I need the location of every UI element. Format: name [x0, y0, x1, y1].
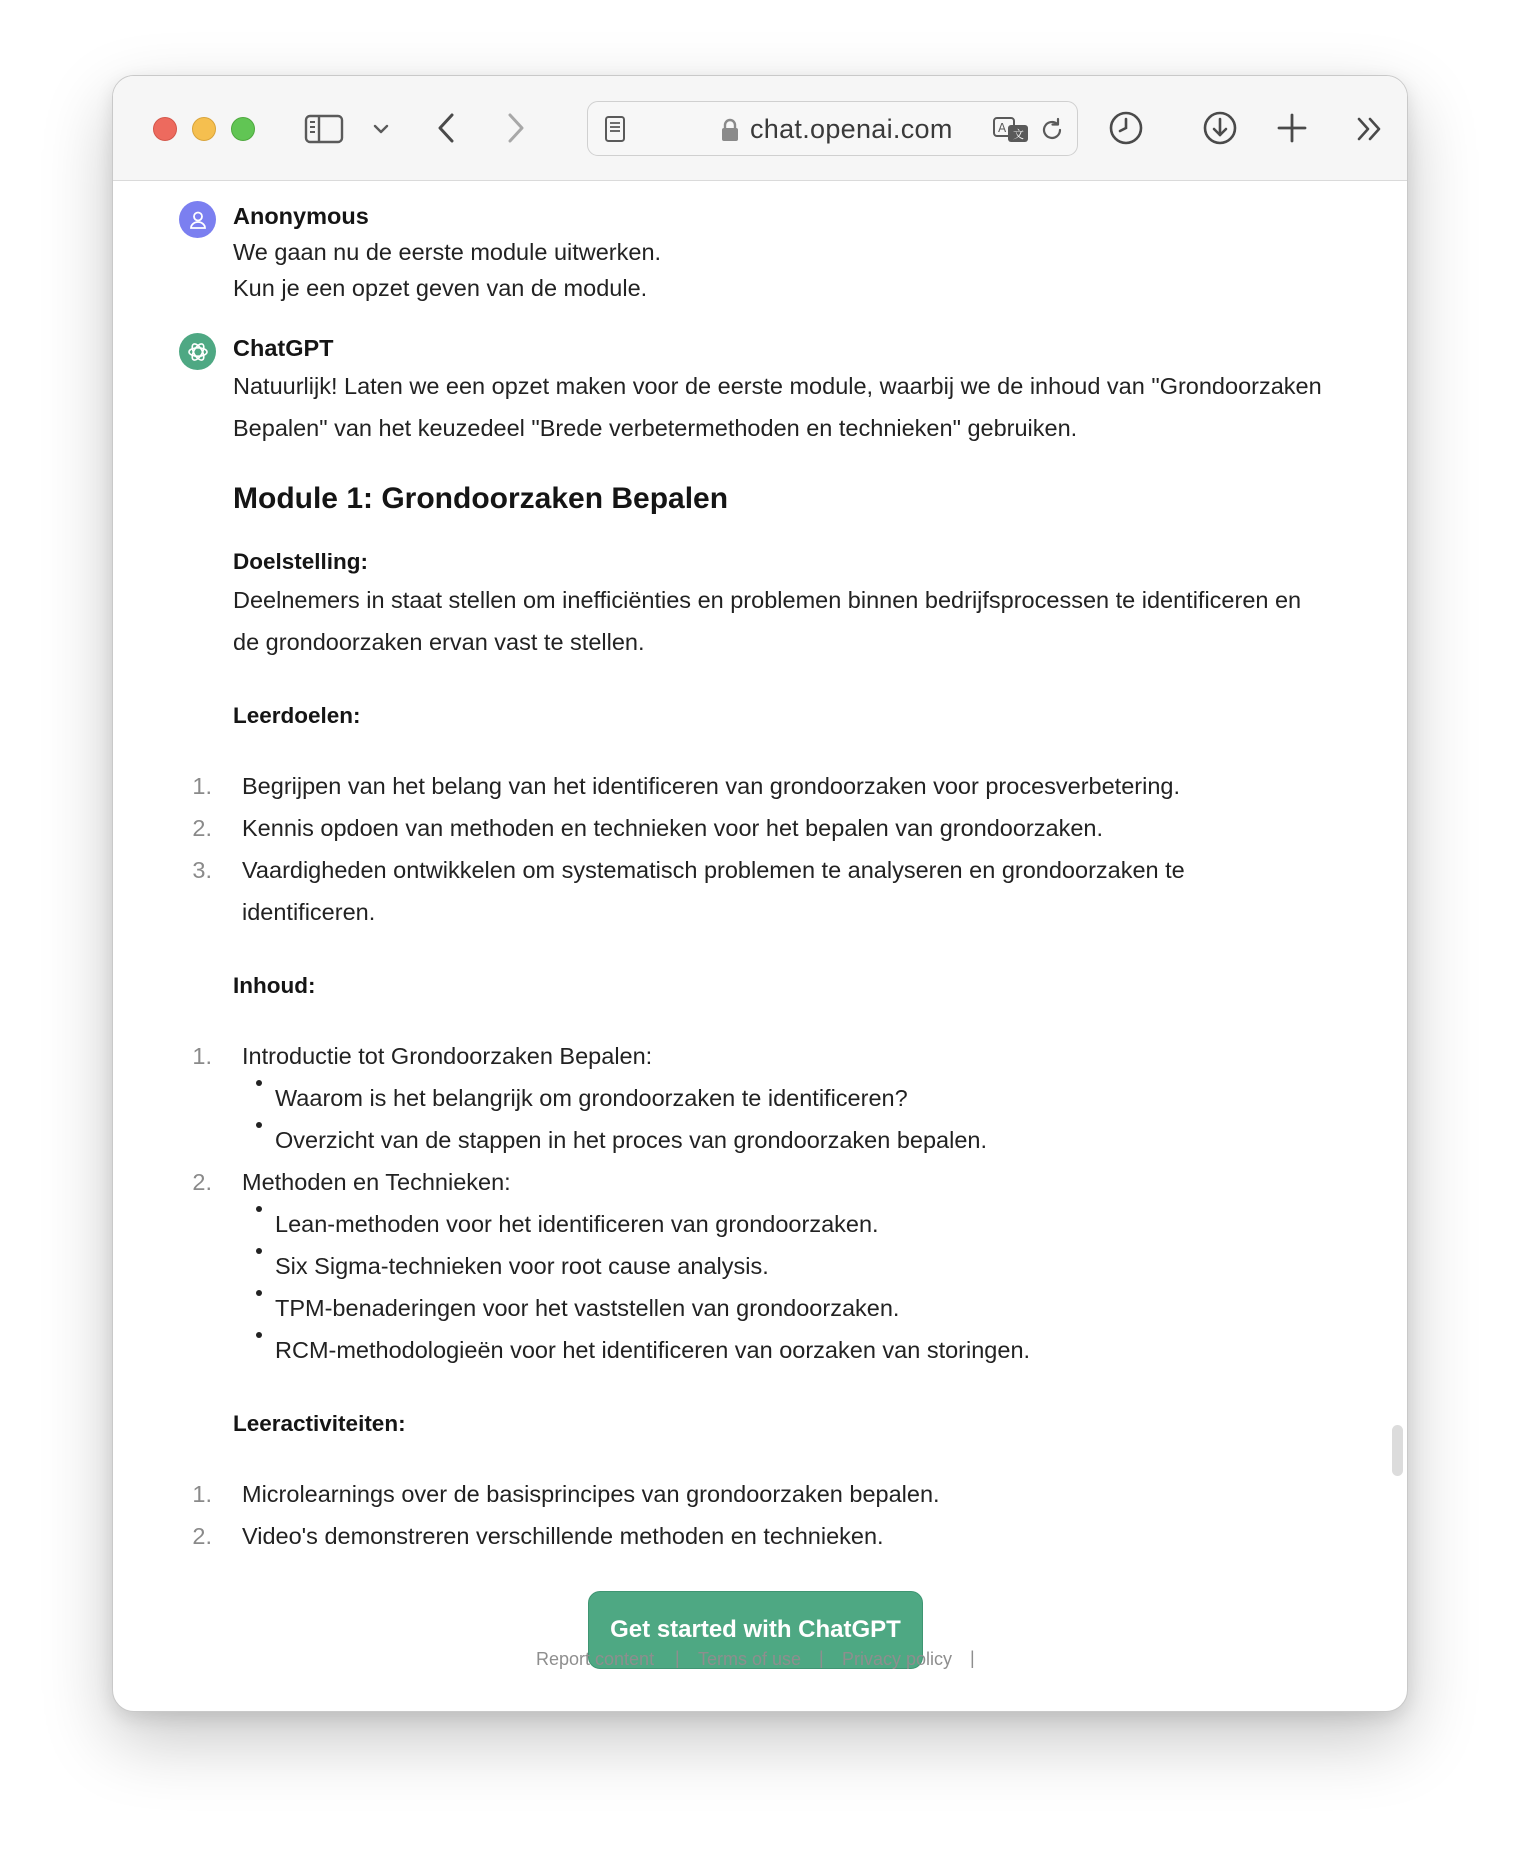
page-content	[113, 182, 1407, 1712]
list-number: 3.	[192, 857, 212, 883]
inhoud-subitem: Lean-methoden voor het identificeren van grondoorzaken.	[275, 1211, 879, 1237]
leeractiviteiten-heading: Leeractiviteiten:	[233, 1411, 406, 1436]
list-number: 1.	[192, 773, 212, 799]
leeractiviteit-item: Microlearnings over de basisprincipes van grondoorzaken bepalen.	[242, 1481, 940, 1507]
reader-view-icon[interactable]	[602, 114, 628, 144]
bullet-dot	[256, 1206, 262, 1212]
privacy-policy-link[interactable]: Privacy policy	[842, 1649, 953, 1669]
list-number: 1.	[192, 1043, 212, 1069]
scrollbar-thumb[interactable]	[1392, 1425, 1403, 1476]
module-title: Module 1: Grondoorzaken Bepalen	[233, 482, 729, 515]
inhoud-subitem: Six Sigma-technieken voor root cause analysis.	[275, 1253, 769, 1279]
user-message-line: We gaan nu de eerste module uitwerken.	[233, 239, 662, 265]
bullet-dot	[256, 1290, 262, 1296]
browser-toolbar	[113, 76, 1407, 181]
inhoud-subitem: TPM-benaderingen voor het vaststellen van grondoorzaken.	[275, 1295, 900, 1321]
history-clock-icon[interactable]	[1106, 108, 1146, 148]
inhoud-subitem: RCM-methodologieën voor het identificeren van oorzaken van storingen.	[275, 1337, 1031, 1363]
list-number: 1.	[192, 1481, 212, 1507]
footer-separator: |	[675, 1648, 680, 1668]
user-avatar	[179, 201, 216, 238]
zoom-window-button[interactable]	[231, 117, 255, 141]
bullet-dot	[256, 1332, 262, 1338]
new-tab-plus-icon[interactable]	[1274, 110, 1310, 146]
openai-logo-icon	[185, 339, 211, 365]
translate-icon[interactable]	[992, 114, 1032, 146]
inhoud-item: Introductie tot Grondoorzaken Bepalen:	[242, 1043, 653, 1069]
inhoud-subitem: Overzicht van de stappen in het proces van grondoorzaken bepalen.	[275, 1127, 987, 1153]
chatgpt-avatar	[179, 333, 216, 370]
assistant-name: ChatGPT	[233, 335, 334, 361]
list-number: 2.	[192, 815, 212, 841]
chevron-down-icon[interactable]	[371, 119, 391, 139]
minimize-window-button[interactable]	[192, 117, 216, 141]
lock-icon	[719, 117, 741, 143]
leerdoel-item: Kennis opdoen van methoden en technieken voor het bepalen van grondoorzaken.	[242, 815, 1103, 841]
assistant-intro-line: Natuurlijk! Laten we een opzet maken voor de eerste module, waarbij we de inhoud van "Grondoorzaken	[233, 373, 1322, 399]
more-tabs-chevron-icon[interactable]	[1352, 114, 1388, 144]
footer-separator: |	[970, 1648, 975, 1668]
leerdoel-item: Begrijpen van het belang van het identificeren van grondoorzaken voor procesverbetering.	[242, 773, 1180, 799]
svg-text:文: 文	[1013, 128, 1024, 141]
address-bar[interactable]	[587, 101, 1078, 156]
close-window-button[interactable]	[153, 117, 177, 141]
list-number: 2.	[192, 1169, 212, 1195]
bullet-dot	[256, 1248, 262, 1254]
user-icon	[188, 210, 208, 230]
inhoud-heading: Inhoud:	[233, 973, 316, 998]
reload-icon[interactable]	[1037, 115, 1067, 145]
sidebar-toggle-icon[interactable]	[304, 112, 344, 146]
bullet-dot	[256, 1122, 262, 1128]
assistant-intro-line: Bepalen" van het keuzedeel "Brede verbetermethoden en technieken" gebruiken.	[233, 415, 1078, 441]
terms-of-use-link[interactable]: Terms of use	[698, 1649, 802, 1669]
footer-separator: |	[819, 1648, 824, 1668]
browser-window	[112, 75, 1408, 1712]
leerdoel-item: Vaardigheden ontwikkelen om systematisch problemen te analyseren en grondoorzaken te	[242, 857, 1185, 883]
inhoud-subitem: Waarom is het belangrijk om grondoorzaken te identificeren?	[275, 1085, 908, 1111]
svg-text:A: A	[998, 121, 1007, 135]
leerdoelen-heading: Leerdoelen:	[233, 703, 361, 728]
leerdoel-item-continued: identificeren.	[242, 899, 376, 925]
download-icon[interactable]	[1200, 108, 1240, 148]
report-content-link[interactable]: Report content	[536, 1649, 655, 1669]
url-text: chat.openai.com	[750, 114, 953, 144]
doelstelling-line: Deelnemers in staat stellen om inefficiënties en problemen binnen bedrijfsprocessen te identificeren en	[233, 587, 1302, 613]
user-name: Anonymous	[233, 203, 369, 229]
get-started-button[interactable]: Get started with ChatGPT	[588, 1591, 923, 1669]
list-number: 2.	[192, 1523, 212, 1549]
forward-arrow-icon[interactable]	[503, 110, 529, 146]
doelstelling-line: de grondoorzaken ervan vast te stellen.	[233, 629, 645, 655]
leeractiviteit-item: Video's demonstreren verschillende methoden en technieken.	[242, 1523, 884, 1549]
doelstelling-heading: Doelstelling:	[233, 549, 369, 574]
user-message-line: Kun je een opzet geven van de module.	[233, 275, 648, 301]
inhoud-item: Methoden en Technieken:	[242, 1169, 511, 1195]
bullet-dot	[256, 1080, 262, 1086]
back-arrow-icon[interactable]	[433, 110, 459, 146]
